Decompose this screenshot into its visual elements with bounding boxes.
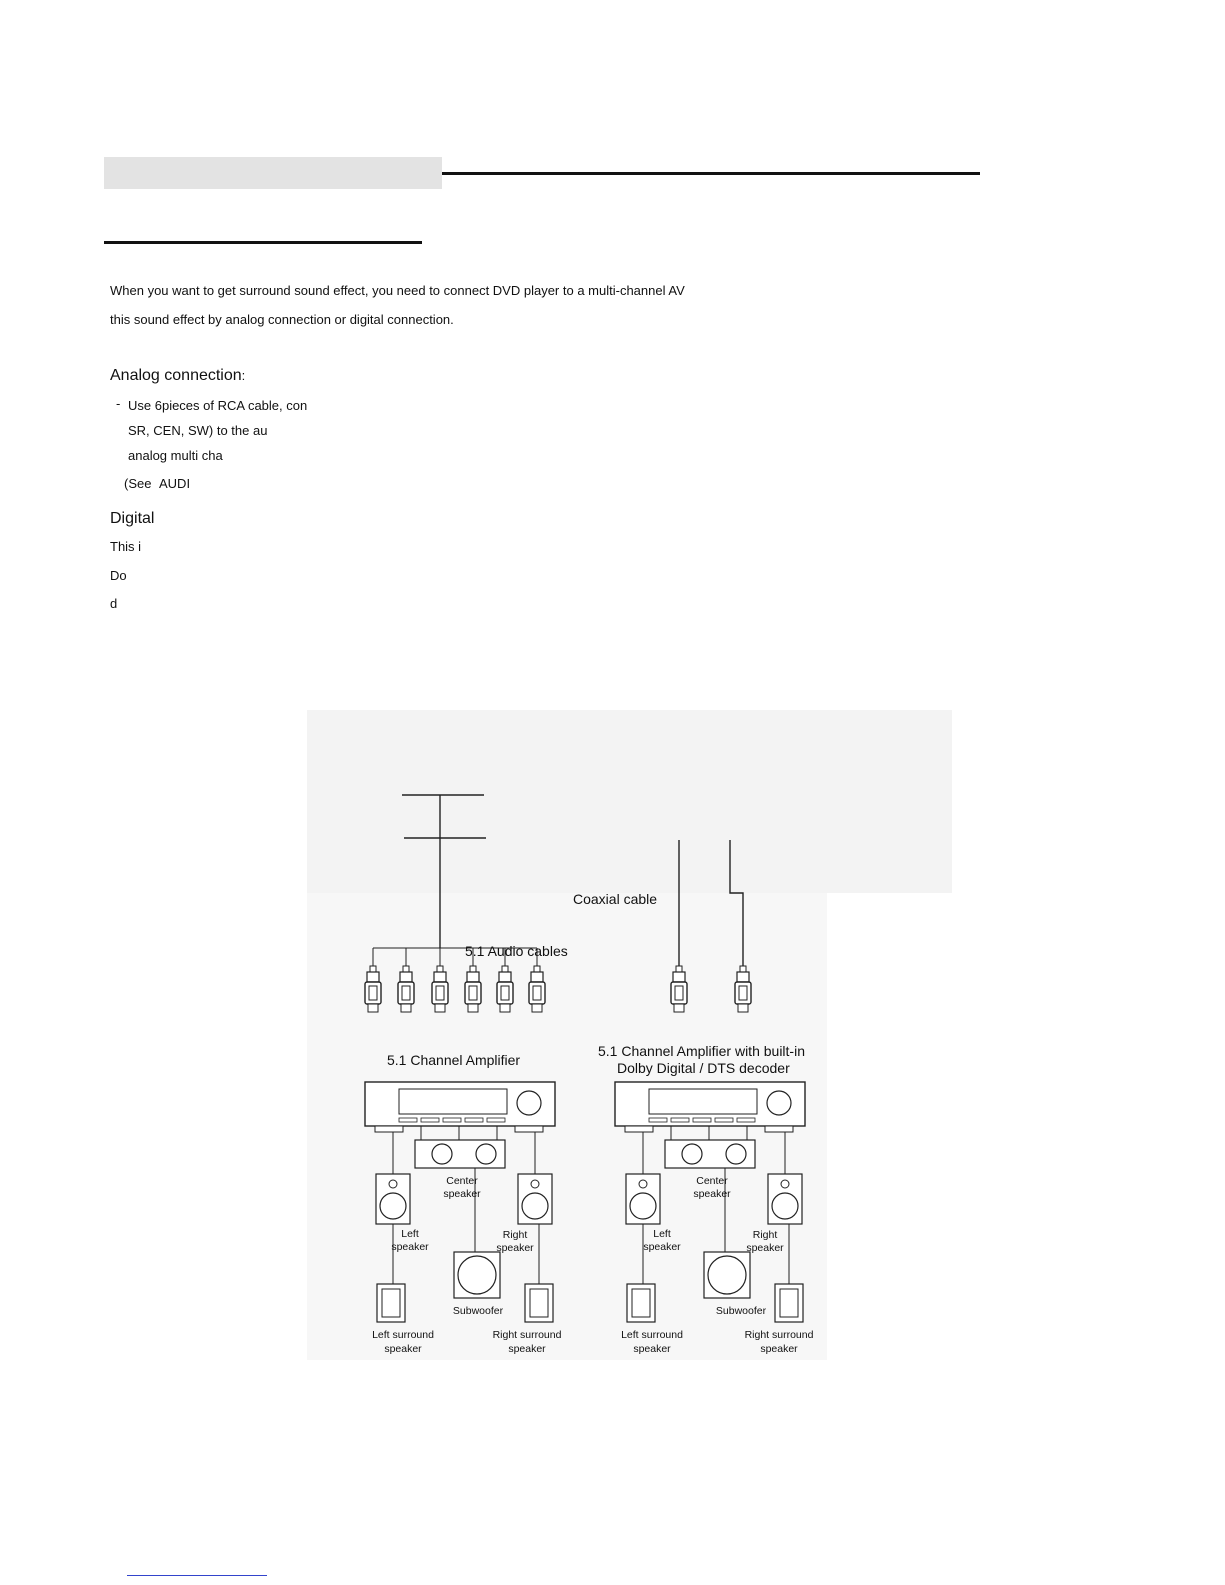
amp2-left-label-2: speaker <box>643 1241 681 1253</box>
analog-bullet-dash: - <box>116 396 121 411</box>
amp2-right-label-2: speaker <box>746 1242 784 1254</box>
audio-cables-label: 5.1 Audio cables <box>465 943 568 959</box>
amp1-subwoofer-label: Subwoofer <box>452 1305 504 1317</box>
coaxial-plug-2 <box>735 966 751 1012</box>
header-rule <box>442 172 980 175</box>
amp2-left-surround-label-2: speaker <box>633 1343 671 1355</box>
amp1-center-label-2: speaker <box>443 1188 481 1200</box>
coaxial-cable-label: Coaxial cable <box>573 891 658 907</box>
amp2-left-surround-label-1: Left surround <box>621 1329 683 1341</box>
amp2-speaker-system <box>615 1082 805 1322</box>
rca-plug-1 <box>365 966 381 1012</box>
analog-heading: Analog connection: <box>110 367 246 384</box>
analog-line-2: SR, CEN, SW) to the au <box>128 423 268 438</box>
amp2-right-label-1: Right <box>752 1229 778 1241</box>
footer-link-underline[interactable] <box>127 1575 267 1576</box>
intro-line-2: this sound effect by analog connection or digital connection. <box>110 312 454 327</box>
amp1-speaker-system <box>365 1082 555 1322</box>
amp2-subwoofer-label: Subwoofer <box>715 1305 767 1317</box>
coaxial-plug-1 <box>671 966 687 1012</box>
digital-line-2: Do <box>110 568 127 583</box>
amp1-left-surround-label-1: Left surround <box>372 1329 434 1341</box>
amp1-left-label-1: Left <box>401 1228 419 1240</box>
amp2-title-line-1: 5.1 Channel Amplifier with built-in <box>598 1043 805 1059</box>
amp1-left-label-2: speaker <box>391 1241 429 1253</box>
amp2-right-surround-label-2: speaker <box>760 1343 798 1355</box>
rca-plug-4 <box>465 966 481 1012</box>
rca-plug-2 <box>398 966 414 1012</box>
digital-line-3: d <box>110 596 118 611</box>
analog-line-3: analog multi cha <box>128 448 223 463</box>
digital-line-1: This i <box>110 539 142 554</box>
rca-plug-6 <box>529 966 545 1012</box>
amp2-left-label-1: Left <box>653 1228 671 1240</box>
amp2-right-surround-label-1: Right surround <box>744 1329 814 1341</box>
diagram-drawing <box>307 710 952 1360</box>
connection-diagram <box>307 710 952 1360</box>
amp2-center-label-2: speaker <box>693 1188 731 1200</box>
rca-plug-5 <box>497 966 513 1012</box>
digital-heading: Digital <box>110 510 155 527</box>
amp2-title-line-2: Dolby Digital / DTS decoder <box>617 1060 790 1076</box>
amp1-right-surround-label-2: speaker <box>508 1343 546 1355</box>
analog-line-4a: (See <box>124 476 152 491</box>
subheading-rule <box>104 241 422 244</box>
section-header-bar <box>104 157 442 189</box>
rca-plug-3 <box>432 966 448 1012</box>
amp1-right-label-2: speaker <box>496 1242 534 1254</box>
amp1-right-label-1: Right <box>502 1229 528 1241</box>
amp1-center-label-1: Center <box>446 1175 478 1187</box>
amp1-right-surround-label-1: Right surround <box>492 1329 562 1341</box>
intro-line-1: When you want to get surround sound effect, you need to connect DVD player to a multi-channel AV <box>110 283 685 298</box>
amp1-left-surround-label-2: speaker <box>384 1343 422 1355</box>
analog-line-4b: AUDI <box>159 476 191 491</box>
analog-line-1: Use 6pieces of RCA cable, con <box>128 398 308 413</box>
amp2-center-label-1: Center <box>696 1175 728 1187</box>
amp1-title: 5.1 Channel Amplifier <box>387 1052 521 1068</box>
